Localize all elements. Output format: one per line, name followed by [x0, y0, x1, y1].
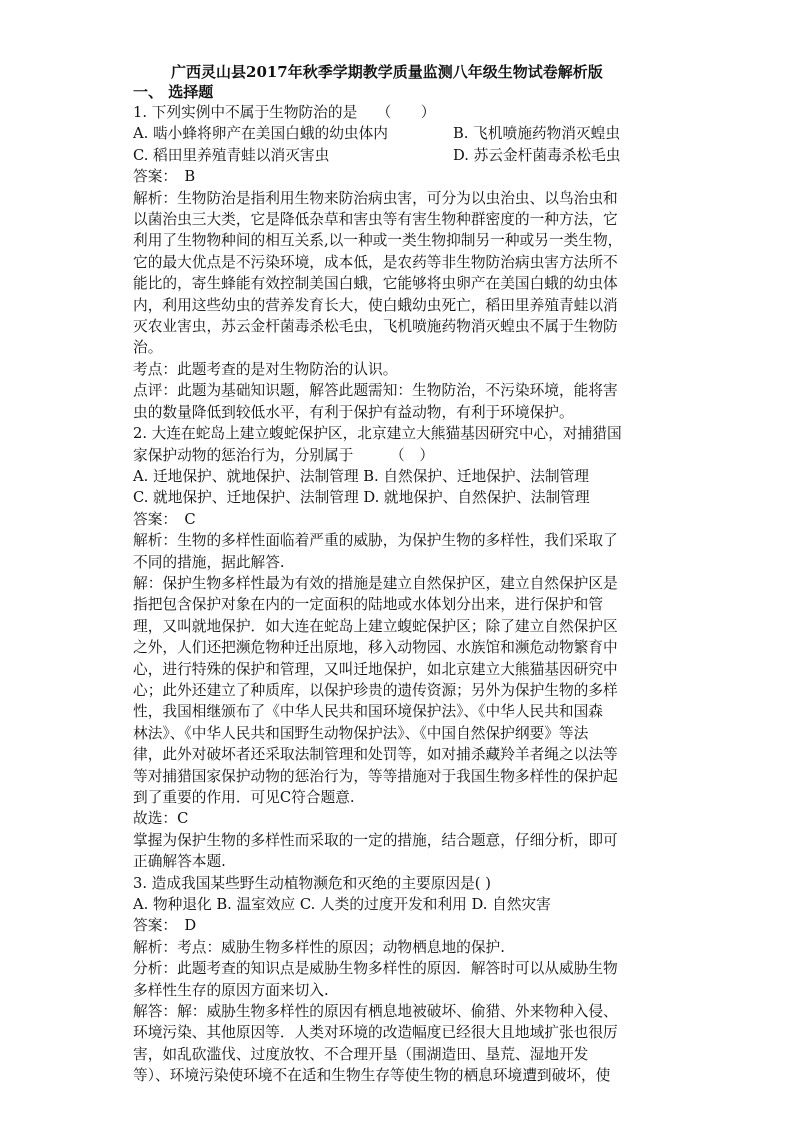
explain-line: 能比的，寄生蜂能有效控制美国白蛾，它能够将虫卵产在美国白蛾的幼虫体	[133, 275, 618, 293]
explain-line: 多样性生存的原因方面来切入.	[133, 981, 329, 999]
explain-line: 解析：生物防治是指利用生物来防治病虫害，可分为以虫治虫、以鸟治虫和	[133, 189, 618, 207]
document-page	[133, 62, 661, 1087]
explain-line: 指把包含保护对象在内的一定面积的陆地或水体划分出来，进行保护和管	[133, 596, 604, 614]
section-heading: 一、 选择题	[133, 83, 214, 101]
question-stem: 2. 大连在蛇岛上建立蝮蛇保护区，北京建立大熊猫基因研究中心，对捕猎国	[133, 425, 622, 443]
explain-line: 虫的数量降低到较低水平，有利于保护有益动物，有利于环境保护。	[133, 403, 574, 421]
explain-line: 灭农业害虫，苏云金杆菌毒杀松毛虫，飞机喷施药物消灭蝗虫不属于生物防	[133, 318, 618, 336]
explain-line: 掌握为保护生物的多样性而采取的一定的措施，结合题意，仔细分析，即可	[133, 831, 618, 849]
option-c: C. 稻田里养殖青蛙以消灭害虫	[133, 146, 330, 164]
option-a: A. 啮小蜂将卵产在美国白蛾的幼虫体内	[133, 125, 388, 143]
option-row	[133, 123, 661, 144]
explain-line: 解析：考点：威胁生物多样性的原因；动物栖息地的保护.	[133, 938, 505, 956]
document-title: 广西灵山县2017年秋季学期教学质量监测八年级生物试卷解析版	[171, 63, 603, 81]
explain-line: 之外，人们还把濒危物种迁出原地，移入动物园、水族馆和濒危动物繁育中	[133, 639, 618, 657]
explain-line: 以菌治虫三大类，它是降低杂草和害虫等有害生物种群密度的一种方法，它	[133, 211, 618, 229]
explain-line: 心，进行特殊的保护和管理，又叫迁地保护，如北京建立大熊猫基因研究中	[133, 660, 618, 678]
explain-line: 利用了生物物种间的相互关系,以一种或一类生物抑制另一种或另一类生物，	[133, 232, 623, 250]
option-b: B. 飞机喷施药物消灭蝗虫	[453, 125, 621, 143]
option-row-cd: C. 就地保护、迁地保护、法制管理 D. 就地保护、自然保护、法制管理	[133, 489, 590, 507]
question-stem: 1. 下列实例中不属于生物防治的是 （ ）	[133, 104, 436, 121]
answer-line: 答案： B	[133, 168, 196, 186]
explain-line: 害，如乱砍滥伐、过度放牧、不合理开垦（围湖造田、垦荒、湿地开发	[133, 1045, 589, 1063]
explain-line: 律，此外对破坏者还采取法制管理和处罚等，如对捕杀藏羚羊者绳之以法等	[133, 746, 618, 764]
explain-line: 理，又叫就地保护．如大连在蛇岛上建立蝮蛇保护区；除了建立自然保护区	[133, 617, 618, 635]
question-stem: 家保护动物的惩治行为，分别属于 （ ）	[133, 446, 435, 464]
explain-line: 等）、环境污染使环境不在适和生物生存等使生物的栖息环境遭到破坏，使	[133, 1067, 611, 1085]
explain-line: 性，我国相继颁布了《中华人民共和国环境保护法》、《中华人民共和国森	[133, 703, 603, 721]
question-3	[133, 873, 661, 1087]
explain-line: 环境污染、其他原因等．人类对环境的改造幅度已经很大且地域扩张也很厉	[133, 1024, 618, 1042]
explain-line: 解答：解：威胁生物多样性的原因有栖息地被破坏、偷猎、外来物种入侵、	[133, 1003, 618, 1021]
explain-line: 故选：C	[133, 810, 189, 828]
question-2	[133, 423, 661, 873]
explain-line: 分析：此题考查的知识点是威胁生物多样性的原因．解答时可以从威胁生物	[133, 960, 618, 978]
option-row: A. 物种退化 B. 温室效应 C. 人类的过度开发和利用 D. 自然灾害	[133, 896, 551, 914]
explain-line: 解析：生物的多样性面临着严重的威胁，为保护生物的多样性，我们采取了	[133, 532, 618, 550]
question-1	[133, 102, 661, 423]
answer-line: 答案： C	[133, 510, 196, 528]
explain-line: 考点：此题考查的是对生物防治的认识。	[133, 360, 398, 378]
answer-line: 答案： D	[133, 917, 197, 935]
explain-line: 心；此外还建立了种质库，以保护珍贵的遗传资源；另外为保护生物的多样	[133, 681, 618, 699]
explain-line: 林法》、《中华人民共和国野生动物保护法》、《中国自然保护纲要》等法	[133, 724, 589, 742]
explain-line: 到了重要的作用．可见C符合题意.	[133, 789, 355, 806]
option-row-ab: A. 迁地保护、就地保护、法制管理 B. 自然保护、迁地保护、法制管理	[133, 467, 589, 485]
explain-line: 内，利用这些幼虫的营养发育长大，使白蛾幼虫死亡，稻田里养殖青蛙以消	[133, 296, 618, 314]
explain-line: 解：保护生物多样性最为有效的措施是建立自然保护区，建立自然保护区是	[133, 574, 618, 592]
option-row	[133, 145, 661, 166]
explain-line: 不同的措施，据此解答.	[133, 553, 285, 571]
option-d: D. 苏云金杆菌毒杀松毛虫	[453, 146, 621, 164]
explain-line: 治。	[133, 339, 163, 357]
explain-line: 等对捕猎国家保护动物的惩治行为，等等措施对于我国生物多样性的保护起	[133, 767, 618, 785]
explain-line: 点评：此题为基础知识题，解答此题需知：生物防治，不污染环境，能将害	[133, 382, 618, 400]
explain-line: 正确解答本题.	[133, 853, 226, 871]
question-stem: 3. 造成我国某些野生动植物濒危和灭绝的主要原因是( )	[133, 874, 491, 892]
explain-line: 它的最大优点是不污染环境，成本低，是农药等非生物防治病虫害方法所不	[133, 253, 618, 271]
